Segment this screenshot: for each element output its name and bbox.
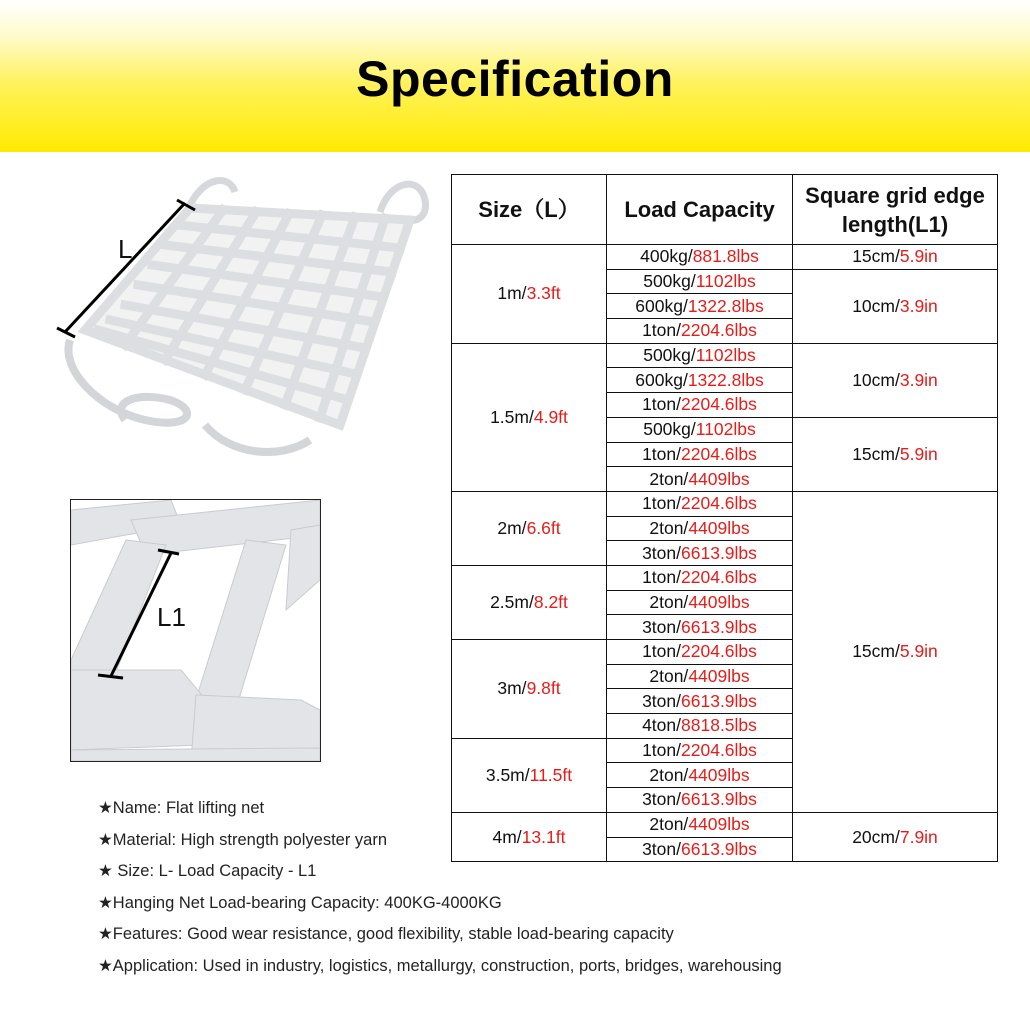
grid-imperial: 5.9in [899, 641, 938, 662]
load-metric: 500kg/ [643, 271, 696, 292]
load-metric: 500kg/ [643, 345, 696, 366]
load-metric: 2ton/ [649, 764, 689, 785]
load-imperial: 2204.6lbs [681, 567, 757, 588]
load-imperial: 1322.8lbs [687, 295, 764, 316]
load-metric: 400kg/ [640, 246, 693, 267]
load-imperial: 6613.9lbs [681, 789, 757, 810]
load-imperial: 6613.9lbs [681, 542, 757, 563]
load-capacity-cell [607, 565, 793, 590]
grid-imperial: 5.9in [899, 443, 938, 464]
load-imperial: 4409lbs [688, 591, 750, 612]
load-imperial: 6613.9lbs [681, 838, 757, 859]
table-row [452, 343, 998, 368]
size-metric: 2.5m/ [490, 591, 534, 612]
load-metric: 1ton/ [642, 394, 682, 415]
page-title: Specification [356, 51, 674, 107]
load-capacity-cell [607, 417, 793, 442]
grid-length-cell [793, 343, 998, 417]
load-imperial: 1102lbs [695, 271, 756, 292]
grid-length-cell [793, 245, 998, 270]
dimension-label-l1: L1 [157, 602, 186, 632]
load-imperial: 2204.6lbs [681, 443, 757, 464]
load-metric: 600kg/ [635, 295, 688, 316]
load-capacity-cell [607, 738, 793, 763]
load-capacity-cell [607, 516, 793, 541]
load-metric: 2ton/ [649, 814, 689, 835]
load-metric: 600kg/ [635, 369, 688, 390]
load-metric: 4ton/ [642, 715, 682, 736]
grid-metric: 15cm/ [852, 641, 900, 662]
load-imperial: 4409lbs [688, 517, 750, 538]
feature-name: ★Name: Flat lifting net [98, 799, 265, 817]
load-metric: 1ton/ [642, 443, 682, 464]
size-cell [452, 640, 607, 739]
size-metric: 2m/ [497, 517, 527, 538]
specification-table [451, 174, 998, 862]
column-header-size: Size（L） [452, 175, 607, 245]
table-body [452, 245, 998, 862]
grid-imperial: 5.9in [899, 246, 938, 267]
grid-imperial: 3.9in [899, 369, 938, 390]
load-metric: 1ton/ [642, 567, 682, 588]
size-imperial: 9.8ft [526, 678, 561, 699]
load-capacity-cell [607, 541, 793, 566]
load-capacity-cell [607, 269, 793, 294]
grid-metric: 15cm/ [852, 246, 900, 267]
load-metric: 1ton/ [642, 740, 682, 761]
size-imperial: 13.1ft [521, 826, 566, 847]
load-imperial: 881.8lbs [692, 246, 759, 267]
size-cell [452, 245, 607, 344]
size-metric: 4m/ [492, 826, 522, 847]
load-capacity-cell [607, 640, 793, 665]
load-imperial: 4409lbs [688, 814, 750, 835]
load-capacity-cell [607, 590, 793, 615]
load-imperial: 4409lbs [688, 666, 750, 687]
load-capacity-cell [607, 615, 793, 640]
grid-metric: 10cm/ [852, 295, 900, 316]
load-imperial: 1102lbs [695, 419, 756, 440]
load-metric: 2ton/ [649, 468, 689, 489]
load-metric: 3ton/ [642, 616, 682, 637]
load-imperial: 6613.9lbs [681, 616, 757, 637]
load-imperial: 4409lbs [688, 468, 750, 489]
load-imperial: 8818.5lbs [681, 715, 757, 736]
load-capacity-cell [607, 763, 793, 788]
grid-closeup-illustration [70, 499, 321, 762]
load-imperial: 2204.6lbs [681, 394, 757, 415]
load-capacity-cell [607, 714, 793, 739]
dimension-label-l: L [118, 234, 133, 264]
load-capacity-cell [607, 294, 793, 319]
feature-material: ★Material: High strength polyester yarn [98, 830, 387, 849]
load-metric: 3ton/ [642, 838, 682, 859]
load-capacity-cell [607, 664, 793, 689]
size-cell [452, 565, 607, 639]
size-imperial: 6.6ft [526, 517, 561, 538]
table-row [452, 491, 998, 516]
size-cell [452, 491, 607, 565]
grid-length-cell [793, 812, 998, 861]
grid-metric: 10cm/ [852, 369, 900, 390]
grid-length-cell [793, 491, 998, 812]
load-metric: 1ton/ [642, 493, 682, 514]
load-imperial: 4409lbs [688, 764, 750, 785]
load-capacity-cell [607, 442, 793, 467]
grid-metric: 20cm/ [852, 826, 900, 847]
size-imperial: 11.5ft [529, 764, 573, 785]
load-capacity-cell [607, 467, 793, 492]
grid-length-cell [793, 417, 998, 491]
grid-metric: 15cm/ [852, 443, 900, 464]
feature-list [98, 797, 782, 987]
size-metric: 1.5m/ [490, 406, 534, 427]
feature-capacity: ★Hanging Net Load-bearing Capacity: 400KG-4000KG [98, 893, 502, 912]
load-metric: 1ton/ [642, 641, 682, 662]
load-metric: 3ton/ [642, 542, 682, 563]
grid-imperial: 3.9in [899, 295, 938, 316]
load-imperial: 2204.6lbs [681, 320, 757, 341]
load-imperial: 1322.8lbs [687, 369, 764, 390]
grid-length-cell [793, 269, 998, 343]
size-metric: 3m/ [497, 678, 527, 699]
load-imperial: 6613.9lbs [681, 690, 757, 711]
load-imperial: 1102lbs [695, 345, 756, 366]
load-metric: 1ton/ [642, 320, 682, 341]
size-imperial: 3.3ft [526, 283, 561, 304]
size-cell [452, 343, 607, 491]
load-metric: 3ton/ [642, 690, 682, 711]
size-imperial: 4.9ft [533, 406, 568, 427]
load-capacity-cell [607, 689, 793, 714]
column-header-grid-length: Square grid edge length(L1) [793, 175, 998, 245]
feature-application: ★Application: Used in industry, logistics, metallurgy, construction, ports, bridges, warehousing [98, 956, 782, 975]
load-capacity-cell [607, 368, 793, 393]
load-metric: 3ton/ [642, 789, 682, 810]
size-metric: 1m/ [497, 283, 527, 304]
table-header-row [452, 175, 998, 245]
feature-features: ★Features: Good wear resistance, good flexibility, stable load-bearing capacity [98, 925, 674, 944]
size-imperial: 8.2ft [533, 591, 568, 612]
table-row [452, 245, 998, 270]
load-imperial: 2204.6lbs [681, 493, 757, 514]
load-capacity-cell [607, 393, 793, 418]
lifting-net-illustration [30, 170, 450, 470]
column-header-load-capacity: Load Capacity [607, 175, 793, 245]
grid-imperial: 7.9in [899, 826, 938, 847]
load-imperial: 2204.6lbs [681, 740, 757, 761]
load-imperial: 2204.6lbs [681, 641, 757, 662]
load-capacity-cell [607, 319, 793, 344]
size-metric: 3.5m/ [485, 764, 530, 785]
load-capacity-cell [607, 343, 793, 368]
load-metric: 2ton/ [649, 666, 689, 687]
feature-size: ★ Size: L- Load Capacity - L1 [98, 862, 317, 881]
load-capacity-cell [607, 491, 793, 516]
load-metric: 500kg/ [643, 419, 696, 440]
load-metric: 2ton/ [649, 591, 689, 612]
load-capacity-cell [607, 245, 793, 270]
load-metric: 2ton/ [649, 517, 689, 538]
header-banner [0, 0, 1030, 152]
